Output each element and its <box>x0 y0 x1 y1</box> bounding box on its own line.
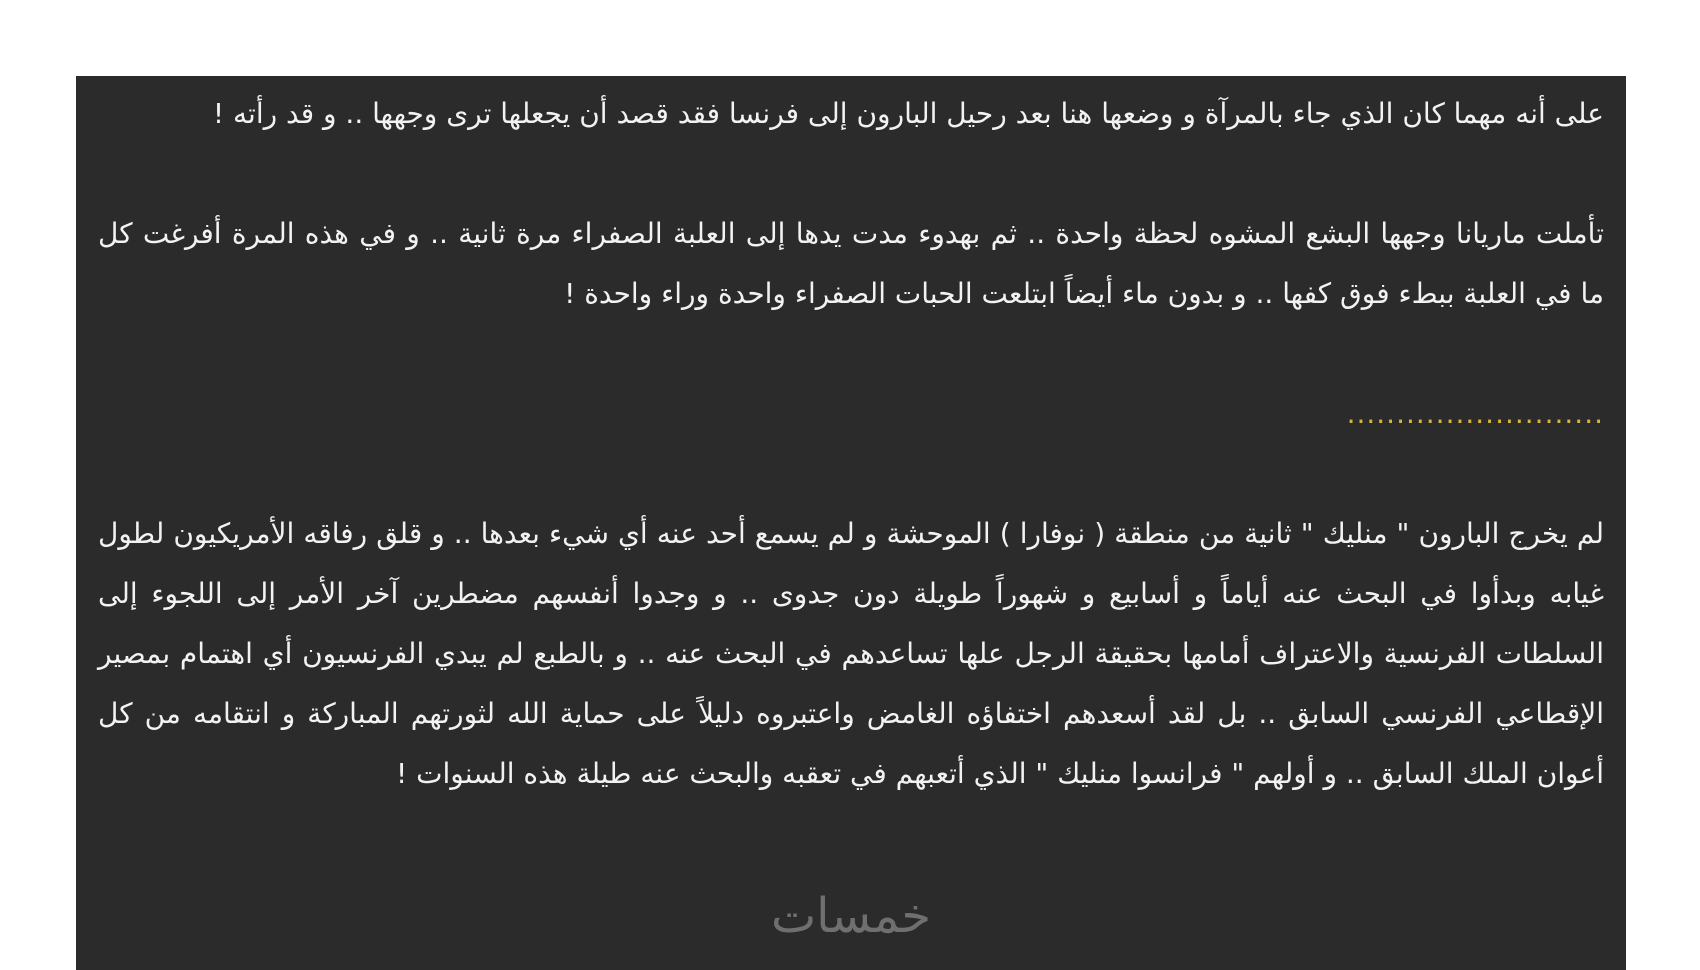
paragraph-1: على أنه مهما كان الذي جاء بالمرآة و وضعها هنا بعد رحيل البارون إلى فرنسا فقد قصد أن يجعلها ترى وجهها .. و قد رأته ! <box>212 97 1604 130</box>
paragraph-3: لم يخرج البارون " منليك " ثانية من منطقة ( نوفارا ) الموحشة و لم يسمع أحد عنه أي شيء بعدها .. و قلق رفاقه الأمريكيون لطول غيابه وبدأوا في البحث عنه أياماً و أسابيع و شهوراً طويلة دون جدوى .. و وجدوا أنفسهم مضطرين آخر الأمر إلى اللجوء إلى السلطات الفرنسية والاعتراف أمامها بحقيقة الرجل علها تساعدهم في البحث عنه .. و بالطبع لم يبدي الفرنسيون أي اهتمام بمصير الإقطاعي الفرنسي السابق .. بل لقد أسعدهم اختفاؤه الغامض واعتبروه دليلاً على حماية الله لثورتهم المباركة و انتقامه من كل أعوان الملك السابق .. و أولهم " فرانسوا منليك " الذي أتعبهم في تعقبه والبحث عنه طيلة هذه السنوات ! <box>98 517 1604 790</box>
paragraph-spacer <box>98 444 1604 504</box>
section-separator: .......................... <box>1346 397 1604 430</box>
watermark-logo: خمسات <box>770 888 932 944</box>
paragraph-2: تأملت ماريانا وجهها البشع المشوه لحظة واحدة .. ثم بهدوء مدت يدها إلى العلبة الصفراء مرة ثانية .. و في هذه المرة أفرغت كل ما في العلبة ببطء فوق كفها .. و بدون ماء أيضاً ابتلعت الحبات الصفراء واحدة وراء واحدة ! <box>98 217 1604 310</box>
article-content <box>76 76 1626 804</box>
article-panel <box>76 76 1626 970</box>
paragraph-spacer <box>98 324 1604 384</box>
paragraph-spacer <box>98 144 1604 204</box>
